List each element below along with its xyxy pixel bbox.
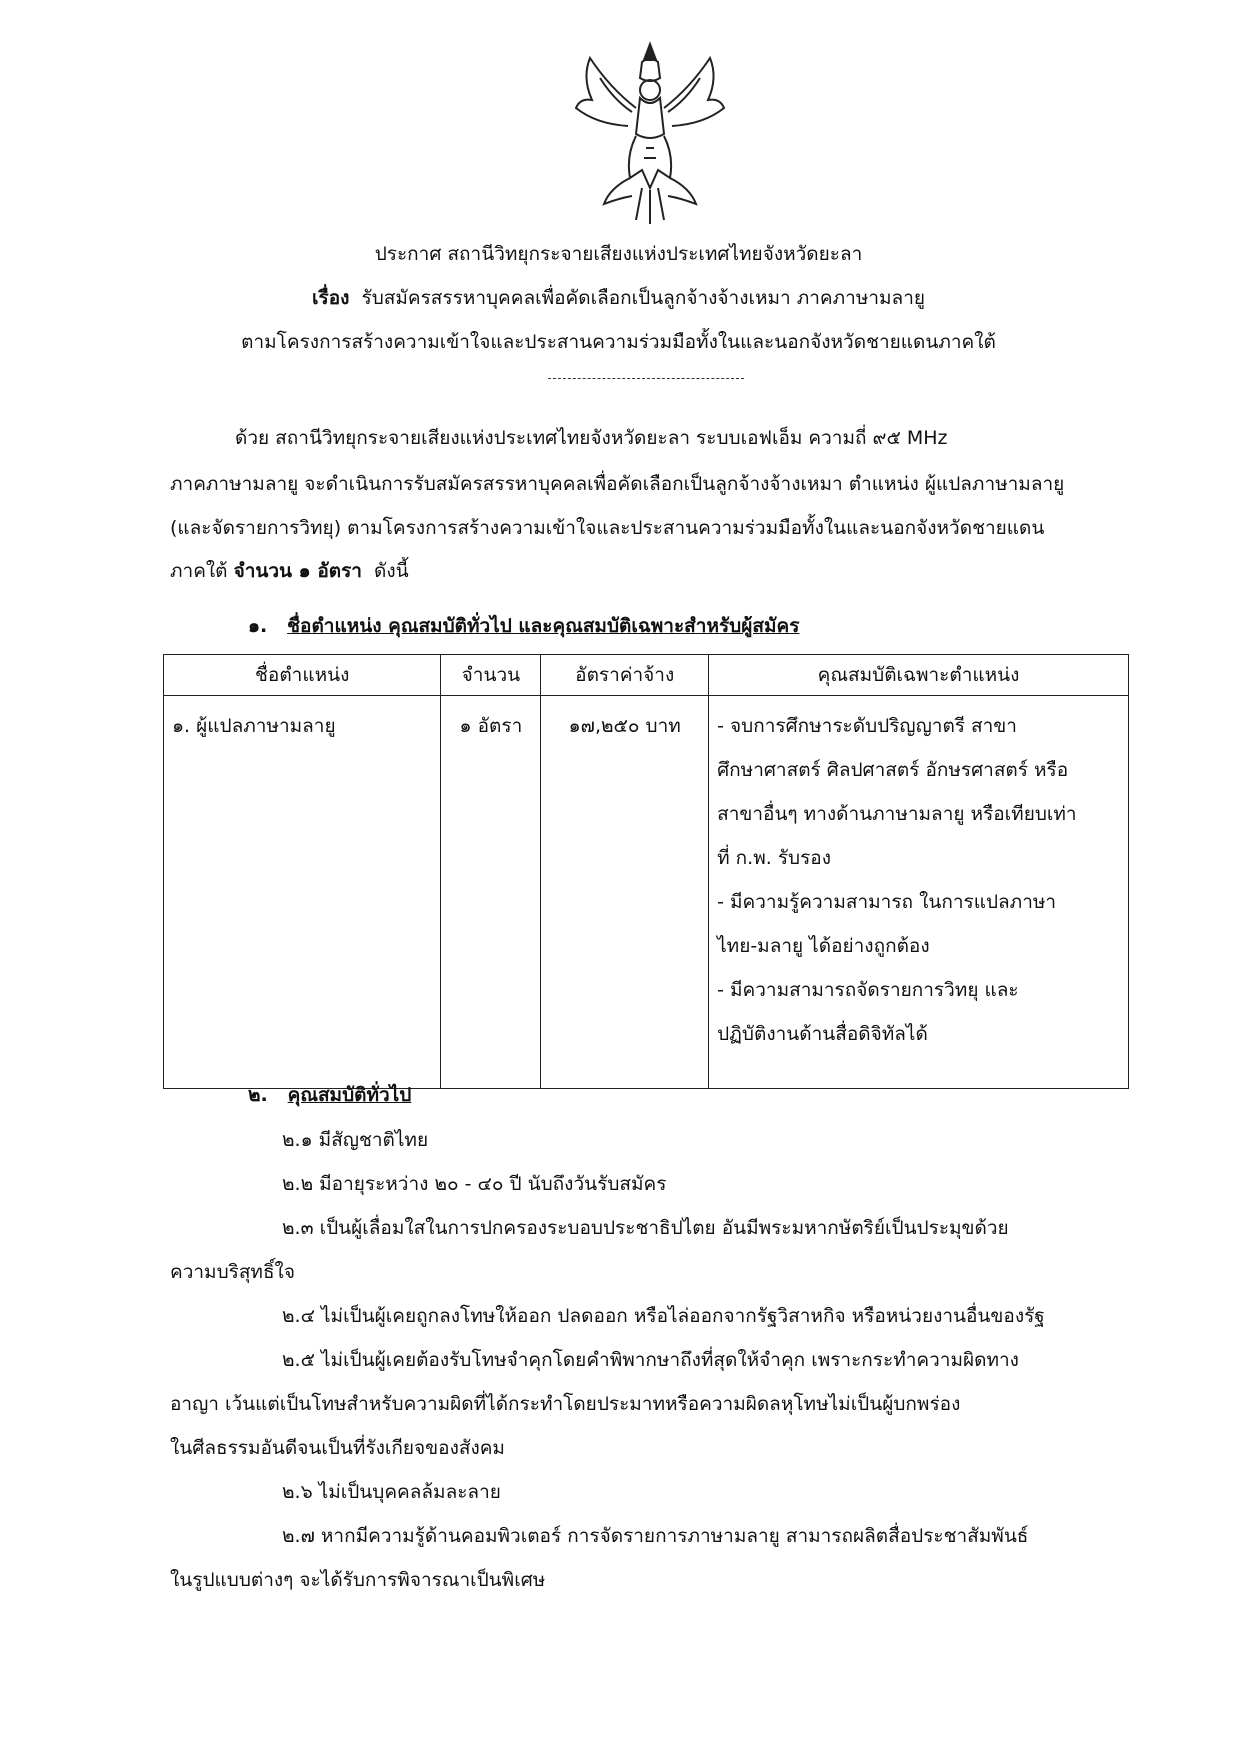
cell-wage: ๑๗,๒๕๐ บาท [541, 696, 709, 1089]
cell-count: ๑ อัตรา [441, 696, 541, 1089]
section-1-title: ชื่อตำแหน่ง คุณสมบัติทั่วไป และคุณสมบัติเฉพาะสำหรับผู้สมัคร [287, 615, 800, 637]
item-2-3: ๒.๓ เป็นผู้เลื่อมใสในการปกครองระบอบประชาธิปไตย อันมีพระมหากษัตริย์เป็นประมุขด้วย [282, 1217, 1009, 1239]
position-table [163, 654, 1129, 1089]
intro-line-4-prefix: ภาคใต้ [170, 560, 228, 582]
intro-line-4-count: จำนวน ๑ อัตรา [233, 560, 362, 582]
item-2-5-cont-1: อาญา เว้นแต่เป็นโทษสำหรับความผิดที่ได้กระทำโดยประมาทหรือความผิดลหุโทษไม่เป็นผู้บกพร่อง [170, 1393, 961, 1415]
qualification-line: ศึกษาศาสตร์ ศิลปศาสตร์ อักษรศาสตร์ หรือ [717, 759, 1069, 781]
item-2-7-cont: ในรูปแบบต่างๆ จะได้รับการพิจารณาเป็นพิเศษ [170, 1569, 546, 1591]
subject-text: รับสมัครสรรหาบุคคลเพื่อคัดเลือกเป็นลูกจ้างจ้างเหมา ภาคภาษามลายู [361, 287, 925, 309]
qualification-line: - จบการศึกษาระดับปริญญาตรี สาขา [717, 715, 1017, 737]
cell-qualifications [709, 696, 1129, 1089]
item-2-6: ๒.๖ ไม่เป็นบุคคลล้มละลาย [282, 1481, 501, 1503]
table-row [164, 696, 1129, 1089]
subject-line-2: ตามโครงการสร้างความเข้าใจและประสานความร่วมมือทั้งในและนอกจังหวัดชายแดนภาคใต้ [241, 331, 996, 353]
intro-line-1: ด้วย สถานีวิทยุกระจายเสียงแห่งประเทศไทยจังหวัดยะลา ระบบเอฟเอ็ม ความถี่ ๙๕ MHz [235, 427, 948, 449]
qualification-line: - มีความรู้ความสามารถ ในการแปลภาษา [717, 891, 1057, 913]
qualification-line: - มีความสามารถจัดรายการวิทยุ และ [717, 979, 1019, 1001]
header-wage: อัตราค่าจ้าง [541, 655, 709, 696]
qualification-line: ไทย-มลายู ได้อย่างถูกต้อง [717, 935, 930, 957]
garuda-emblem-icon [570, 38, 730, 228]
section-2-number: ๒. [248, 1084, 268, 1106]
header-count: จำนวน [441, 655, 541, 696]
intro-line-3: (และจัดรายการวิทยุ) ตามโครงการสร้างความเข้าใจและประสานความร่วมมือทั้งในและนอกจังหวัดชายแดน [170, 517, 1045, 539]
announcement-title: ประกาศ สถานีวิทยุกระจายเสียงแห่งประเทศไทยจังหวัดยะลา [374, 243, 863, 265]
section-2-heading [248, 1081, 411, 1109]
qualification-line: สาขาอื่นๆ ทางด้านภาษามลายู หรือเทียบเท่า [717, 803, 1077, 825]
qualification-line: ปฏิบัติงานด้านสื่อดิจิทัลได้ [717, 1023, 928, 1045]
cell-position: ๑. ผู้แปลภาษามลายู [164, 696, 441, 1089]
section-1-number: ๑. [248, 615, 268, 637]
item-2-4: ๒.๔ ไม่เป็นผู้เคยถูกลงโทษให้ออก ปลดออก หรือไล่ออกจากรัฐวิสาหกิจ หรือหน่วยงานอื่นของรัฐ [282, 1305, 1045, 1327]
subject-line [0, 284, 1237, 312]
item-2-5-cont-2: ในศีลธรรมอันดีจนเป็นที่รังเกียจของสังคม [170, 1437, 505, 1459]
qualification-line: ที่ ก.พ. รับรอง [717, 847, 831, 869]
header-position: ชื่อตำแหน่ง [164, 655, 441, 696]
item-2-1: ๒.๑ มีสัญชาติไทย [282, 1129, 429, 1151]
item-2-2: ๒.๒ มีอายุระหว่าง ๒๐ - ๔๐ ปี นับถึงวันรับสมัคร [282, 1173, 667, 1195]
item-2-7: ๒.๗ หากมีความรู้ด้านคอมพิวเตอร์ การจัดรายการภาษามลายู สามารถผลิตสื่อประชาสัมพันธ์ [282, 1525, 1029, 1547]
intro-line-4-suffix: ดังนี้ [374, 560, 409, 582]
intro-line-4 [170, 557, 409, 585]
intro-line-2: ภาคภาษามลายู จะดำเนินการรับสมัครสรรหาบุคคลเพื่อคัดเลือกเป็นลูกจ้างจ้างเหมา ตำแหน่ง ผู้แปลภาษามลายู [170, 473, 1065, 495]
subject-label: เรื่อง [312, 287, 350, 309]
item-2-3-cont: ความบริสุทธิ์ใจ [170, 1261, 295, 1283]
section-2-title: คุณสมบัติทั่วไป [287, 1084, 412, 1106]
section-1-heading [248, 612, 799, 640]
header-qualifications: คุณสมบัติเฉพาะตำแหน่ง [709, 655, 1129, 696]
table-header-row [164, 655, 1129, 696]
item-2-5: ๒.๕ ไม่เป็นผู้เคยต้องรับโทษจำคุกโดยคำพิพากษาถึงที่สุดให้จำคุก เพราะกระทำความผิดทาง [282, 1349, 1019, 1371]
separator-line [548, 378, 744, 379]
